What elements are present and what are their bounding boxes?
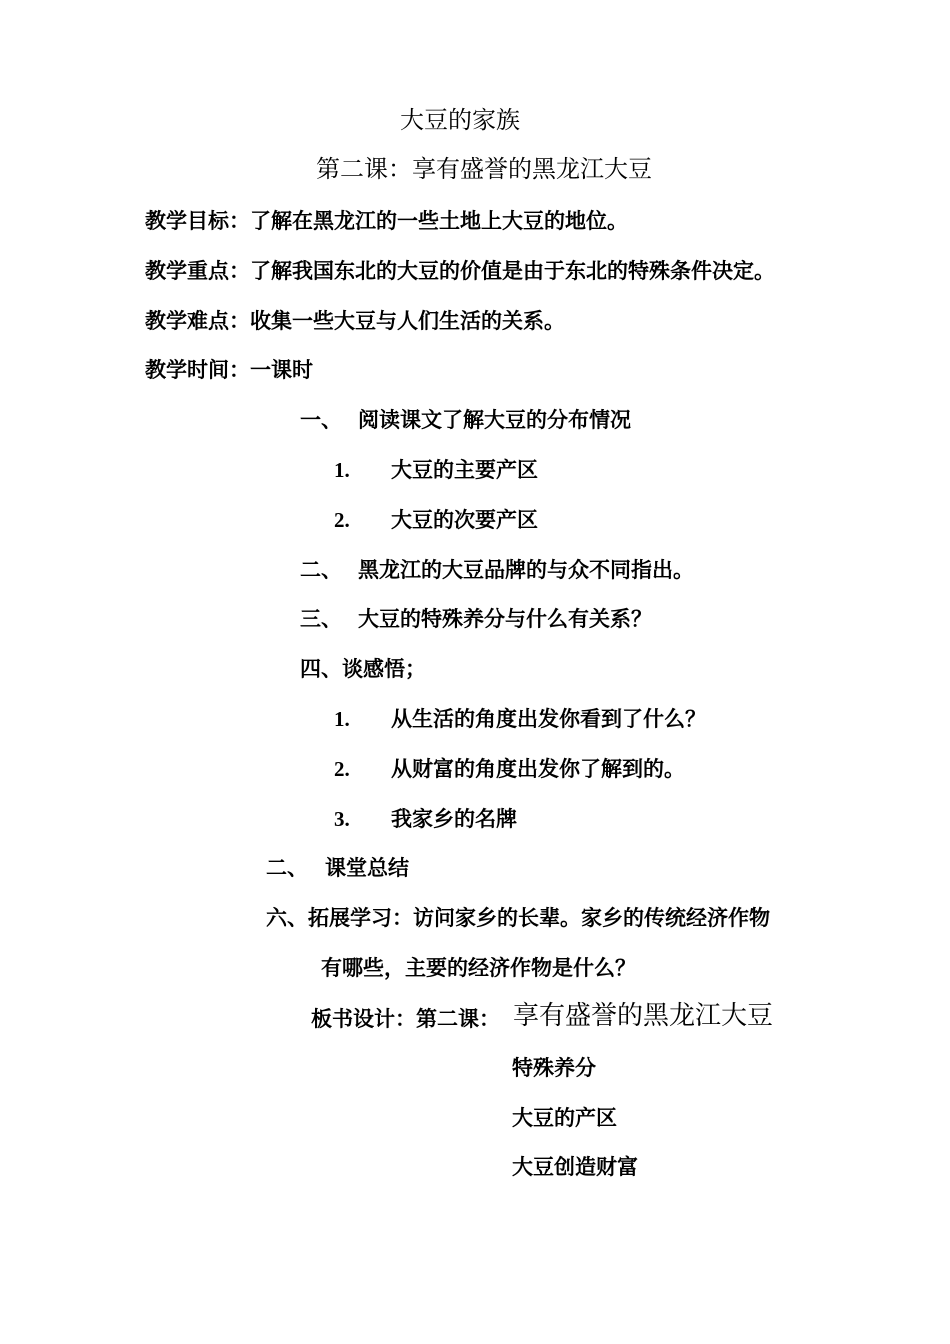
teaching-difficulty: 教学难点：收集一些大豆与人们生活的关系。 [145,309,565,333]
teaching-time: 教学时间：一课时 [145,358,313,382]
section-5-marker: 二、 [266,856,308,880]
section-1-item-1-number: 1. [334,458,350,482]
section-1-text: 阅读课文了解大豆的分布情况 [358,408,631,432]
section-4-item-1-text: 从生活的角度出发你看到了什么？ [391,707,706,731]
section-1-marker: 一、 [300,408,342,432]
section-3-marker: 三、 [300,607,342,631]
section-1-item-2-number: 2. [334,508,350,532]
section-5-text: 课堂总结 [325,856,409,880]
section-4-item-2-text: 从财富的角度出发你了解到的。 [391,757,685,781]
board-item-3: 大豆创造财富 [512,1155,638,1179]
board-item-1: 特殊养分 [512,1056,596,1080]
section-4-item-2-number: 2. [334,757,350,781]
section-3-text: 大豆的特殊养分与什么有关系？ [358,607,652,631]
section-1-item-2-text: 大豆的次要产区 [391,508,538,532]
document-title: 大豆的家族 [400,106,520,134]
section-4-heading: 四、谈感悟； [300,657,426,681]
teaching-focus: 教学重点：了解我国东北的大豆的价值是由于东北的特殊条件决定。 [145,259,775,283]
section-6-line-1: 六、拓展学习：访问家乡的长辈。家乡的传统经济作物 [266,906,770,930]
section-4-item-3-number: 3. [334,807,350,831]
board-item-2: 大豆的产区 [512,1106,617,1130]
section-2-text: 黑龙江的大豆品牌的与众不同指出。 [358,558,694,582]
section-2-marker: 二、 [300,558,342,582]
teaching-objective: 教学目标：了解在黑龙江的一些土地上大豆的地位。 [145,209,628,233]
section-4-item-1-number: 1. [334,707,350,731]
board-title: 享有盛誉的黑龙江大豆 [513,1001,774,1031]
lesson-subtitle: 第二课：享有盛誉的黑龙江大豆 [316,155,652,183]
section-6-line-2: 有哪些，主要的经济作物是什么？ [321,956,636,980]
board-label: 板书设计：第二课： [311,1007,500,1031]
section-1-item-1-text: 大豆的主要产区 [391,458,538,482]
section-4-item-3-text: 我家乡的名牌 [391,807,517,831]
